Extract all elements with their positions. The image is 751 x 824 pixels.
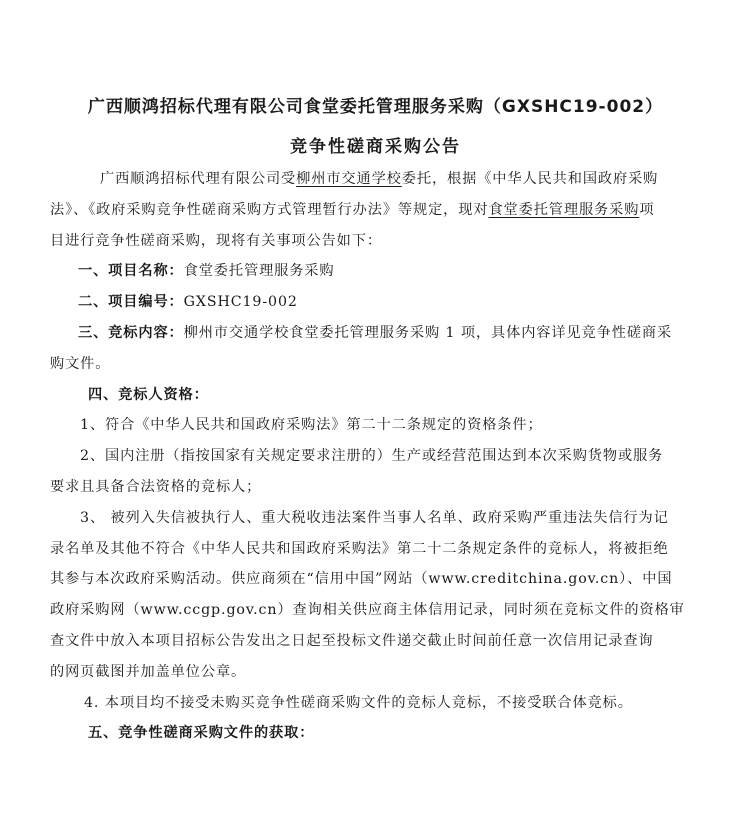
intro-line-1: 广西顺鸿招标代理有限公司受柳州市交通学校委托，根据《中华人民共和国政府采购 <box>100 171 659 187</box>
section-qualifications <box>50 380 702 411</box>
section-project-number: 二、项目编号：GXSHC19-002 <box>78 294 298 311</box>
intro-line-2: 法》、《政府采购竞争性磋商采购方式管理暂行办法》等规定，现对食堂委托管理服务采购项 <box>50 201 655 218</box>
section-label: 五、竞争性磋商采购文件的获取： <box>88 725 315 742</box>
purchaser-name: 柳州市交通学校 <box>296 171 402 187</box>
section-label: 四、竞标人资格： <box>88 386 209 403</box>
section-project-name: 一、项目名称：食堂委托管理服务采购 <box>78 263 335 280</box>
section-bid-content: 三、竞标内容：柳州市交通学校食堂委托管理服务采购 1 项，具体内容详见竞争性磋商采 <box>78 324 673 341</box>
qualification-3-line-6: 的网页截图并加盖单位公章。 <box>50 663 247 680</box>
qualification-3-line-1: 3、 被列入失信被执行人、重大税收违法案件当事人名单、政府采购严重违法失信行为记 <box>80 509 669 526</box>
document-body <box>50 164 702 749</box>
qualification-2-line-2: 要求且具备合法资格的竞标人； <box>50 478 262 495</box>
section-document-acquisition <box>50 718 702 749</box>
section-bid-content-cont: 购文件。 <box>50 355 111 372</box>
document-subtitle: 竞争性磋商采购公告 <box>290 137 461 157</box>
section-label: 一、项目名称： <box>78 263 184 280</box>
qualification-1: 1、符合《中华人民共和国政府采购法》第二十二条规定的资格条件； <box>80 417 543 434</box>
project-name-link: 食堂委托管理服务采购 <box>488 201 640 218</box>
document-title: 广西顺鸿招标代理有限公司食堂委托管理服务采购（GXSHC19-002） <box>87 97 664 117</box>
intro-line-3: 目进行竞争性磋商采购，现将有关事项公告如下： <box>50 232 382 249</box>
section-label: 三、竞标内容： <box>78 324 184 341</box>
qualification-3-line-2: 录名单及其他不符合《中华人民共和国政府采购法》第二十二条规定条件的竞标人，将被拒绝 <box>50 540 669 557</box>
section-label: 二、项目编号： <box>78 294 184 311</box>
qualification-4: 4. 本项目均不接受未购买竞争性磋商采购文件的竞标人竞标，不接受联合体竞标。 <box>84 694 633 711</box>
qualification-3-line-5: 查文件中放入本项目招标公告发出之日起至投标文件递交截止时间前任意一次信用记录查询 <box>50 632 654 649</box>
qualification-2-line-1: 2、国内注册（指按国家有关规定要求注册的）生产或经营范围达到本次采购货物或服务 <box>80 448 664 465</box>
qualification-3-line-4: 政府采购网（www.ccgp.gov.cn）查询相关供应商主体信用记录，同时须在竞标文件的资格审 <box>50 602 685 619</box>
qualification-3-line-3: 其参与本次政府采购活动。供应商须在“信用中国”网站（www.creditchina.gov.cn）、中国 <box>50 571 673 588</box>
